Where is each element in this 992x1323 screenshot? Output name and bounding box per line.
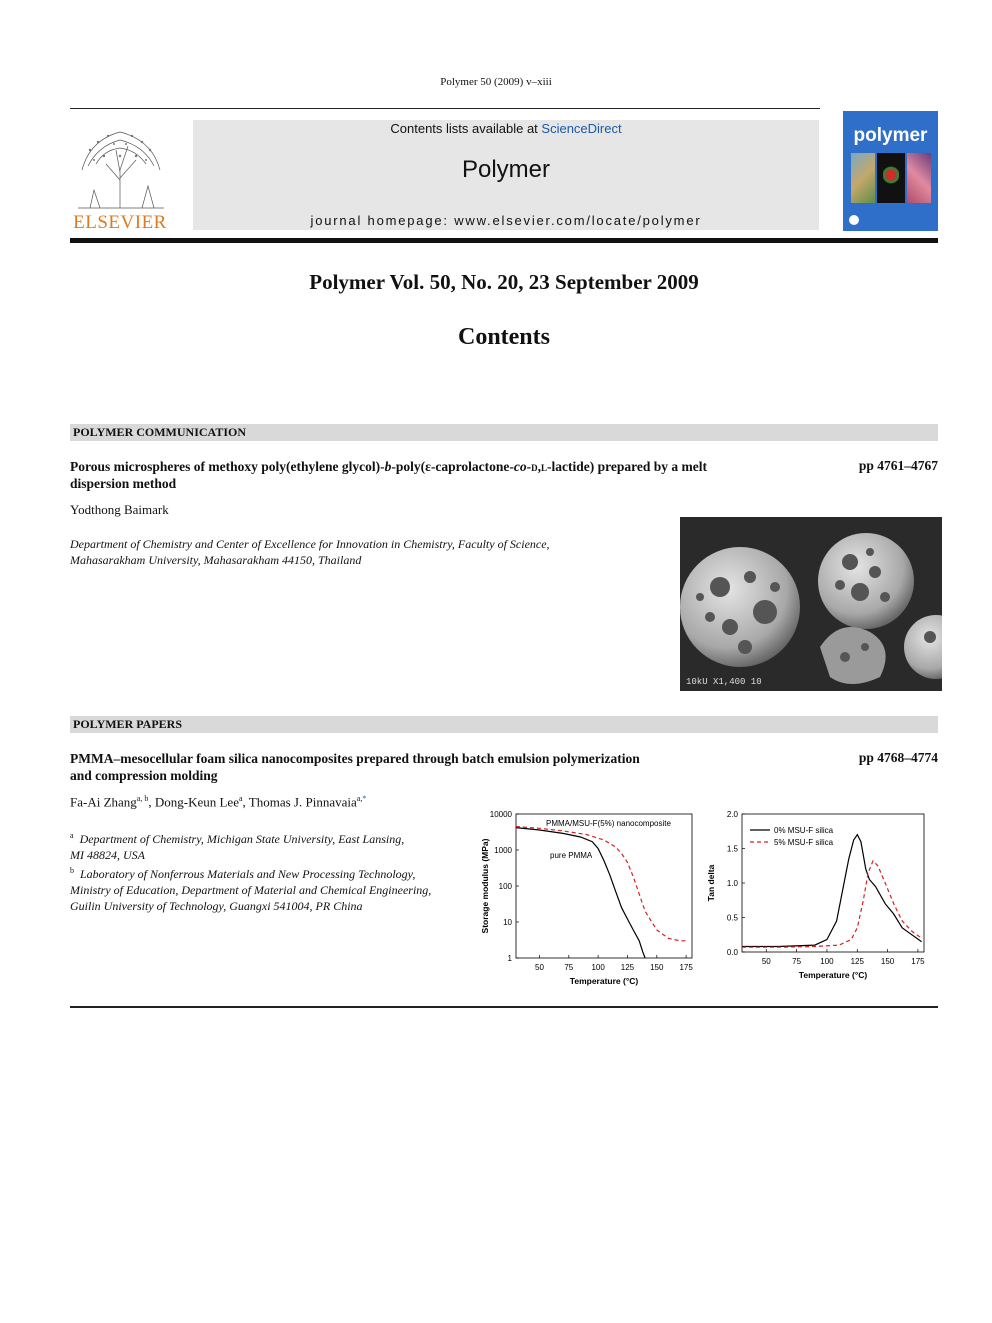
series-line-a <box>516 828 645 958</box>
legend-label-5pct: 5% MSU-F silica <box>774 838 834 847</box>
y-tick-label: 10 <box>503 918 512 927</box>
y-tick-label: 100 <box>498 882 512 891</box>
cover-panel-right <box>907 153 931 203</box>
y-tick-label: 0.5 <box>726 913 738 923</box>
y-axis-label: Storage modulus (MPa) <box>480 838 490 934</box>
y-tick-label: 1000 <box>494 846 512 855</box>
section-label-communication: POLYMER COMMUNICATION <box>73 425 246 439</box>
storage-modulus-chart <box>466 806 702 992</box>
x-axis-label: Temperature (°C) <box>798 970 868 980</box>
x-tick-label: 125 <box>620 963 635 972</box>
journal-citation: Polymer 50 (2009) v–xiii <box>440 76 552 88</box>
footer-rule <box>70 1006 938 1008</box>
x-tick-label: 75 <box>792 957 802 966</box>
x-tick-label: 150 <box>650 963 664 972</box>
header-rule <box>70 108 820 109</box>
y-tick-label: 1 <box>507 954 512 963</box>
issue-title: Polymer Vol. 50, No. 20, 23 September 2009 <box>309 270 699 294</box>
y-tick-label: 10000 <box>489 810 512 819</box>
x-tick-label: 100 <box>591 963 605 972</box>
annotation-pure-pmma: pure PMMA <box>550 851 593 860</box>
series-line-b <box>742 861 922 947</box>
x-axis-label: Temperature (°C) <box>569 976 639 986</box>
contents-heading: Contents <box>457 324 550 350</box>
plot-frame <box>516 814 692 958</box>
elsevier-wordmark: ELSEVIER <box>73 212 167 233</box>
sem-micrograph-image <box>680 517 942 691</box>
y-axis-label: Tan delta <box>706 864 716 902</box>
x-tick-label: 50 <box>761 957 771 966</box>
legend-label-0pct: 0% MSU-F silica <box>774 826 834 835</box>
section-bar-papers <box>70 716 938 733</box>
article-pages-2[interactable]: pp 4768–4774 <box>858 750 938 765</box>
contents-lists-line <box>193 121 819 136</box>
article-affiliation-1: Department of Chemistry and Center of Excellence for Innovation in Chemistry, Faculty of Science, Mahasarakham University, Mahasarakham 44150, Thailand <box>70 537 550 567</box>
series-line-b <box>516 827 686 941</box>
y-tick-label: 0.0 <box>726 948 738 957</box>
y-tick-label: 1.0 <box>726 879 738 888</box>
x-tick-label: 50 <box>535 963 544 972</box>
cover-panel-center <box>877 153 905 203</box>
x-tick-label: 75 <box>564 963 574 972</box>
article-affiliation-2: $^a$ Department of Chemistry, Michigan State University, East Lansing, MI 48824, USA $^b$ Laboratory of Nonferrous Materials and New Processing Technology, Ministry of Education, Department of Material and Chemical Engineering, Guilin University of Technology, Guangxi 541004, PR China <box>70 831 432 913</box>
journal-cover-image <box>843 111 938 231</box>
article-authors-1: Yodthong Baimark <box>70 502 169 517</box>
sciencedirect-link[interactable]: ScienceDirect <box>541 121 622 136</box>
journal-homepage-link[interactable]: journal homepage: www.elsevier.com/locate/polymer <box>310 213 702 228</box>
x-tick-label: 150 <box>880 957 895 966</box>
x-tick-label: 125 <box>850 957 864 966</box>
cover-title: polymer <box>853 125 928 146</box>
x-tick-label: 175 <box>911 957 925 966</box>
article-authors-2: Fa-Ai Zhang$^{a, b}$, Dong-Keun Lee$^a$, Thomas J. Pinnavaia$^{a,*}$ <box>70 794 367 810</box>
section-label-papers: POLYMER PAPERS <box>73 717 183 731</box>
annotation-nanocomposite: PMMA/MSU-F(5%) nanocomposite <box>546 819 671 828</box>
series-line-a <box>742 835 922 947</box>
contents-prefix: Contents lists available at <box>390 121 542 136</box>
corresponding-author-link[interactable]: * <box>362 794 367 803</box>
article-title-1[interactable]: Porous microspheres of methoxy poly(ethylene glycol)-b-poly(ε-caprolactone-co-d,l-lactide) prepared by a melt dispersion method <box>70 459 707 491</box>
y-tick-label: 1.5 <box>726 844 738 854</box>
tan-delta-chart <box>706 806 938 992</box>
cover-badge-icon <box>849 215 859 225</box>
x-tick-label: 175 <box>679 963 693 972</box>
cover-panel-left <box>851 153 875 203</box>
article-pages-1[interactable]: pp 4761–4767 <box>858 458 938 473</box>
sem-scale-caption: 10kU X1,400 10 <box>686 677 762 687</box>
y-tick-label: 2.0 <box>726 810 738 819</box>
x-tick-label: 100 <box>820 957 834 966</box>
header-thick-rule <box>70 238 938 243</box>
journal-name: Polymer <box>461 156 551 183</box>
article-title-2[interactable]: PMMA–mesocellular foam silica nanocomposites prepared through batch emulsion polymerization and compression molding <box>70 751 640 783</box>
